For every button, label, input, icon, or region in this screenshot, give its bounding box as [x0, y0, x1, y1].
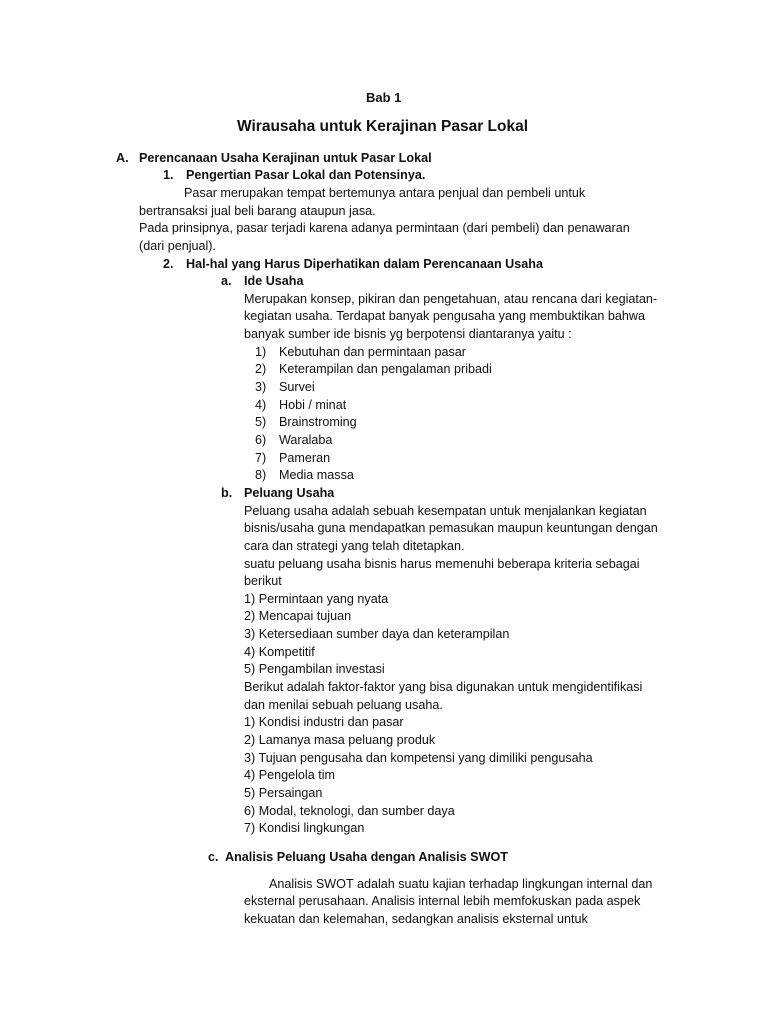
paragraph-line: berikut	[244, 574, 282, 588]
list-item: Kebutuhan dan permintaan pasar	[279, 345, 466, 359]
list-item: Brainstroming	[279, 415, 357, 429]
sub-a-marker: a.	[221, 274, 232, 288]
paragraph-line: cara dan strategi yang telah ditetapkan.	[244, 539, 465, 553]
paragraph-line: (dari penjual).	[139, 239, 217, 253]
list-item: Pameran	[279, 451, 331, 465]
document-title: Wirausaha untuk Kerajinan Pasar Lokal	[237, 118, 529, 135]
sub-c-marker: c.	[208, 850, 219, 864]
paragraph-line: Pasar merupakan tempat bertemunya antara penjual dan pembeli untuk	[184, 186, 586, 200]
list-item: Media massa	[279, 468, 354, 482]
paragraph-line: Analisis SWOT adalah suatu kajian terhadap lingkungan internal dan	[269, 877, 653, 891]
paragraph-line: bertransaksi jual beli barang ataupun jasa.	[139, 204, 376, 218]
list-item: Survei	[279, 380, 315, 394]
list-item: 6) Modal, teknologi, dan sumber daya	[244, 804, 455, 818]
list-number: 4)	[255, 398, 267, 412]
list-item: 2) Mencapai tujuan	[244, 609, 352, 623]
sub-b-marker: b.	[221, 486, 233, 500]
list-item: Keterampilan dan pengalaman pribadi	[279, 362, 492, 376]
sub-c-heading: Analisis Peluang Usaha dengan Analisis SWOT	[225, 850, 508, 864]
item-1-heading: Pengertian Pasar Lokal dan Potensinya.	[186, 168, 426, 182]
paragraph-line: suatu peluang usaha bisnis harus memenuhi beberapa kriteria sebagai	[244, 557, 640, 571]
item-1-marker: 1.	[163, 168, 174, 182]
sub-a-heading: Ide Usaha	[244, 274, 304, 288]
paragraph-line: bisnis/usaha guna mendapatkan pemasukan maupun keuntungan dengan	[244, 521, 658, 535]
paragraph-line: kegiatan usaha. Terdapat banyak pengusaha yang membuktikan bahwa	[244, 309, 645, 323]
list-number: 3)	[255, 380, 267, 394]
paragraph-line: Peluang usaha adalah sebuah kesempatan untuk menjalankan kegiatan	[244, 504, 647, 518]
list-number: 7)	[255, 451, 267, 465]
list-number: 1)	[255, 345, 267, 359]
list-item: Hobi / minat	[279, 398, 347, 412]
item-2-marker: 2.	[163, 257, 174, 271]
list-item: 5) Persaingan	[244, 786, 323, 800]
list-item: 1) Kondisi industri dan pasar	[244, 715, 404, 729]
list-item: 3) Ketersediaan sumber daya dan keterampilan	[244, 627, 510, 641]
item-2-heading: Hal-hal yang Harus Diperhatikan dalam Perencanaan Usaha	[186, 257, 543, 271]
chapter-label: Bab 1	[366, 90, 402, 105]
list-number: 6)	[255, 433, 267, 447]
list-item: 3) Tujuan pengusaha dan kompetensi yang dimiliki pengusaha	[244, 751, 593, 765]
paragraph-line: dan menilai sebuah peluang usaha.	[244, 698, 443, 712]
paragraph-line: Pada prinsipnya, pasar terjadi karena adanya permintaan (dari pembeli) dan penawaran	[139, 221, 630, 235]
list-item: 2) Lamanya masa peluang produk	[244, 733, 436, 747]
paragraph-line: Merupakan konsep, pikiran dan pengetahuan, atau rencana dari kegiatan-	[244, 292, 658, 306]
list-item: 4) Pengelola tim	[244, 768, 336, 782]
sub-b-heading: Peluang Usaha	[244, 486, 335, 500]
section-a-heading: Perencanaan Usaha Kerajinan untuk Pasar Lokal	[139, 151, 432, 165]
paragraph-line: Berikut adalah faktor-faktor yang bisa digunakan untuk mengidentifikasi	[244, 680, 643, 694]
section-a-marker: A.	[116, 151, 129, 165]
paragraph-line: kekuatan dan kelemahan, sedangkan analisis eksternal untuk	[244, 912, 588, 926]
list-number: 5)	[255, 415, 267, 429]
paragraph-line: banyak sumber ide bisnis yg berpotensi diantaranya yaitu :	[244, 327, 572, 341]
list-item: 7) Kondisi lingkungan	[244, 821, 365, 835]
list-item: Waralaba	[279, 433, 333, 447]
list-item: 5) Pengambilan investasi	[244, 662, 385, 676]
list-number: 2)	[255, 362, 267, 376]
paragraph-line: eksternal perusahaan. Analisis internal lebih memfokuskan pada aspek	[244, 894, 641, 908]
list-number: 8)	[255, 468, 267, 482]
list-item: 1) Permintaan yang nyata	[244, 592, 389, 606]
list-item: 4) Kompetitif	[244, 645, 315, 659]
